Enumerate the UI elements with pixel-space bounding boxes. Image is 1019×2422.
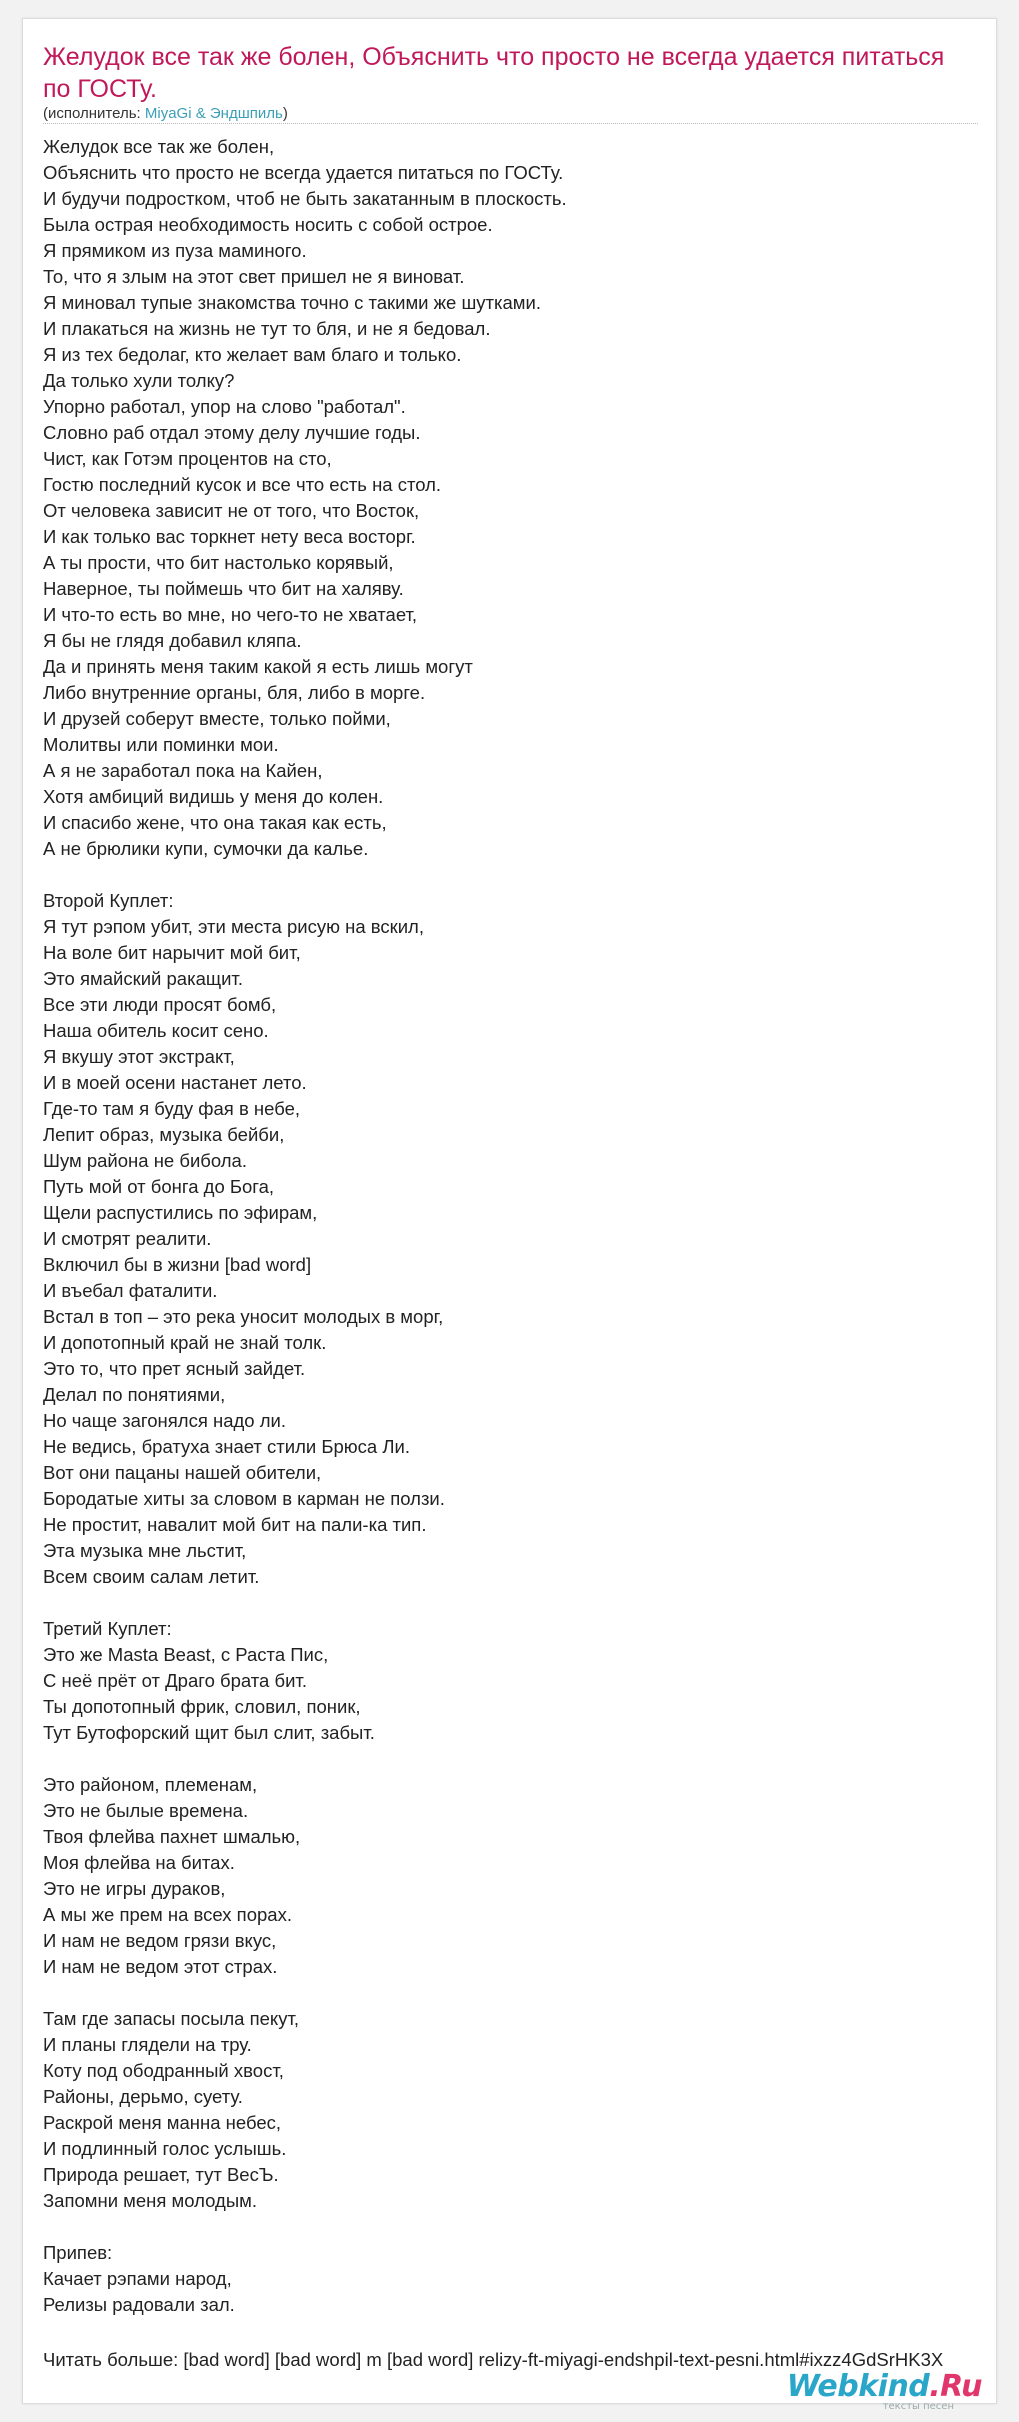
lyric-line: С неё прёт от Драго брата бит.	[43, 1670, 307, 1691]
lyric-line: Релизы радовали зал.	[43, 2294, 235, 2315]
lyric-line: Я тут рэпом убит, эти места рисую на вскил,	[43, 916, 424, 937]
lyric-line: Это не былые времена.	[43, 1800, 249, 1821]
lyric-line: Раскрой меня манна небес,	[43, 2112, 282, 2133]
lyric-line: Словно раб отдал этому делу лучшие годы.	[43, 422, 421, 443]
lyric-line: И нам не ведом грязи вкус,	[43, 1930, 277, 1951]
lyric-line: А не брюлики купи, сумочки да калье.	[43, 838, 369, 859]
lyric-line: И планы глядели на тру.	[43, 2034, 252, 2055]
lyric-line: Объяснить что просто не всегда удается питаться по ГОСТу.	[43, 162, 564, 183]
lyric-line: Припев:	[43, 2242, 113, 2263]
lyric-line: Качает рэпами народ,	[43, 2268, 232, 2289]
lyric-line: Третий Куплет:	[43, 1618, 172, 1639]
title-divider	[43, 123, 978, 124]
lyric-line: Хотя амбиций видишь у меня до колен.	[43, 786, 384, 807]
lyric-line: Запомни меня молодым.	[43, 2190, 257, 2211]
lyric-line: Там где запасы посыла пекут,	[43, 2008, 300, 2029]
lyric-line: Моя флейва на битах.	[43, 1852, 235, 1873]
lyric-line: Не ведись, братуха знает стили Брюса Ли.	[43, 1436, 410, 1457]
lyric-line: Это районом, племенам,	[43, 1774, 258, 1795]
lyric-line: Я вкушу этот экстракт,	[43, 1046, 235, 1067]
lyric-line: Наверное, ты поймешь что бит на халяву.	[43, 578, 404, 599]
lyric-line: От человека зависит не от того, что Восток,	[43, 500, 420, 521]
logo-tagline: тексты песен	[882, 2401, 954, 2412]
lyric-line: И нам не ведом этот страх.	[43, 1956, 278, 1977]
logo-brand: Webkind	[786, 2369, 930, 2404]
lyric-line: И допотопный край не знай толк.	[43, 1332, 327, 1353]
logo-tld: .Ru	[929, 2369, 982, 2404]
lyric-line: И подлинный голос услышь.	[43, 2138, 287, 2159]
lyric-line: И что-то есть во мне, но чего-то не хватает,	[43, 604, 418, 625]
stanza-gap	[43, 1746, 988, 1772]
lyric-line: Это не игры дураков,	[43, 1878, 226, 1899]
stanza-gap	[43, 1980, 988, 2006]
lyric-line: Я миновал тупые знакомства точно с такими же шутками.	[43, 292, 541, 313]
lyric-line: Встал в топ – это река уносит молодых в морг,	[43, 1306, 444, 1327]
lyric-line: И спасибо жене, что она такая как есть,	[43, 812, 387, 833]
performer-link[interactable]: MiyaGi & Эндшпиль	[144, 105, 283, 122]
performer-suffix: )	[282, 105, 288, 122]
lyric-line: Коту под ободранный хвост,	[43, 2060, 284, 2081]
lyric-line: А я не заработал пока на Кайен,	[43, 760, 323, 781]
lyric-line: Природа решает, тут ВесЪ.	[43, 2164, 279, 2185]
lyric-line: А ты прости, что бит настолько корявый,	[43, 552, 394, 573]
site-logo[interactable]	[787, 2371, 982, 2412]
lyric-line: Щели распустились по эфирам,	[43, 1202, 318, 1223]
lyric-line: Где-то там я буду фая в небе,	[43, 1098, 301, 1119]
lyric-line: И будучи подростком, чтоб не быть закатанным в плоскость.	[43, 188, 567, 209]
lyric-line: Да только хули толку?	[43, 370, 235, 391]
lyric-line: Я бы не глядя добавил кляпа.	[43, 630, 302, 651]
lyric-line: Но чаще загонялся надо ли.	[43, 1410, 286, 1431]
lyric-line: И плакаться на жизнь не тут то бля, и не я бедовал.	[43, 318, 491, 339]
lyric-line: И смотрят реалити.	[43, 1228, 212, 1249]
lyric-line: И в моей осени настанет лето.	[43, 1072, 307, 1093]
lyric-line: Эта музыка мне льстит,	[43, 1540, 247, 1561]
lyric-line: Это же Masta Beast, с Раста Пис,	[43, 1644, 329, 1665]
lyric-line: Включил бы в жизни [bad word]	[43, 1254, 312, 1275]
lyric-line: И друзей соберут вместе, только пойми,	[43, 708, 391, 729]
lyric-line: То, что я злым на этот свет пришел не я виноват.	[43, 266, 465, 287]
stanza-gap	[43, 862, 988, 888]
lyric-line: Ты допотопный фрик, словил, поник,	[43, 1696, 361, 1717]
lyric-line: Бородатые хиты за словом в карман не ползи.	[43, 1488, 445, 1509]
lyric-line: Была острая необходимость носить с собой острое.	[43, 214, 493, 235]
lyric-line: Это ямайский ракащит.	[43, 968, 243, 989]
performer-prefix: (исполнитель:	[43, 105, 145, 122]
lyric-line: Наша обитель косит сено.	[43, 1020, 269, 1041]
lyric-line: На воле бит нарычит мой бит,	[43, 942, 301, 963]
lyric-line: Не простит, навалит мой бит на пали-ка тип.	[43, 1514, 427, 1535]
lyric-line: Чист, как Готэм процентов на сто,	[43, 448, 332, 469]
lyric-line: Я из тех бедолаг, кто желает вам благо и только.	[43, 344, 462, 365]
lyric-line: Да и принять меня таким какой я есть лишь могут	[43, 656, 473, 677]
lyrics-card	[22, 18, 997, 2412]
lyric-line: Все эти люди просят бомб,	[43, 994, 277, 1015]
lyric-line: Тут Бутофорский щит был слит, забыт.	[43, 1722, 375, 1743]
lyric-line: Лепит образ, музыка бейби,	[43, 1124, 285, 1145]
lyric-line: Вот они пацаны нашей обители,	[43, 1462, 322, 1483]
lyric-line: Делал по понятиями,	[43, 1384, 226, 1405]
stanza-gap	[43, 1590, 988, 1616]
lyric-line: Путь мой от бонга до Бога,	[43, 1176, 275, 1197]
lyric-line: И как только вас торкнет нету веса восторг.	[43, 526, 416, 547]
lyric-line: И въебал фаталити.	[43, 1280, 218, 1301]
lyric-line: Желудок все так же болен,	[43, 136, 275, 157]
lyric-line: Упорно работал, упор на слово "работал".	[43, 396, 406, 417]
lyric-line: Это то, что прет ясный зайдет.	[43, 1358, 306, 1379]
performer-line	[43, 105, 288, 122]
read-more-line: Читать больше: [bad word] [bad word] m [bad word] relizy-ft-miyagi-endshpil-text-pesni.html#ixzz4GdSrHK3X	[43, 2349, 944, 2370]
song-title: Желудок все так же болен, Объяснить что просто не всегда удается питаться по ГОСТу.	[43, 43, 945, 103]
lyric-line: Шум района не бибола.	[43, 1150, 247, 1171]
lyric-line: А мы же прем на всех порах.	[43, 1904, 292, 1925]
lyric-line: Районы, дерьмо, суету.	[43, 2086, 243, 2107]
lyric-line: Либо внутренние органы, бля, либо в морге.	[43, 682, 426, 703]
lyrics-body	[43, 134, 988, 2318]
lyric-line: Молитвы или поминки мои.	[43, 734, 279, 755]
lyric-line: Гостю последний кусок и все что есть на стол.	[43, 474, 442, 495]
lyric-line: Второй Куплет:	[43, 890, 174, 911]
lyric-line: Я прямиком из пуза маминого.	[43, 240, 307, 261]
lyric-line: Твоя флейва пахнет шмалью,	[43, 1826, 301, 1847]
stanza-gap	[43, 2214, 988, 2240]
lyric-line: Всем своим салам летит.	[43, 1566, 260, 1587]
